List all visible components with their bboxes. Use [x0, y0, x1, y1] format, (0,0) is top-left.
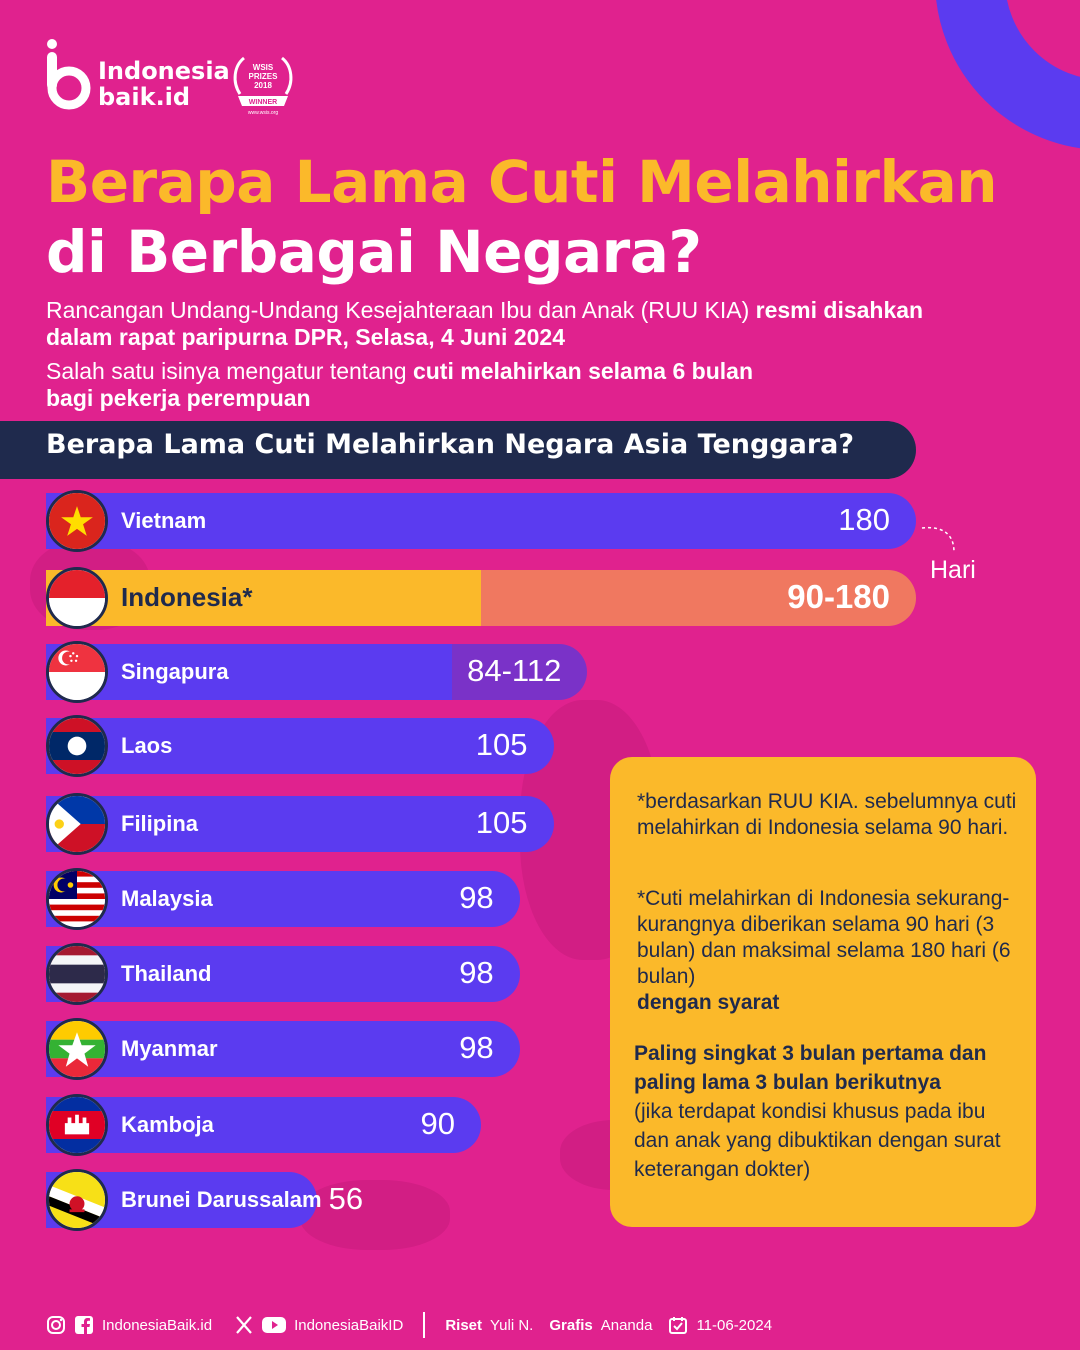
svg-text:PRIZES: PRIZES — [248, 72, 278, 81]
bar-value-label: 105 — [475, 805, 528, 840]
bar-value-label: 56 — [328, 1181, 364, 1216]
bar-value-label: 84-112 — [467, 653, 562, 688]
note-1: *berdasarkan RUU KIA. sebelumnya cuti melahirkan di Indonesia selama 90 hari. — [637, 790, 1017, 839]
svg-text:www.wsis.org: www.wsis.org — [247, 110, 279, 116]
note-box — [610, 757, 1036, 1227]
intro-paragraph-1: Rancangan Undang-Undang Kesejahteraan Ibu dan Anak (RUU KIA) resmi disahkan dalam rapat paripurna DPR, Selasa, 4 Juni 2024 — [46, 297, 924, 350]
unit-pointer-icon — [918, 522, 962, 556]
calendar-icon — [668, 1315, 688, 1335]
vietnam-flag-icon — [46, 490, 108, 552]
laos-flag-icon — [46, 715, 108, 777]
section-title: Berapa Lama Cuti Melahirkan Negara Asia Tenggara? — [46, 429, 855, 460]
bar-label: Brunei Darussalam — [121, 1187, 322, 1212]
publish-date: 11-06-2024 — [696, 1316, 773, 1334]
grafis-name: Ananda — [600, 1316, 653, 1334]
myanmar-flag-icon — [46, 1018, 108, 1080]
cambodia-flag-icon — [46, 1094, 108, 1156]
intro-paragraph-2: Salah satu isinya mengatur tentang cuti melahirkan selama 6 bulan bagi pekerja perempuan — [46, 358, 753, 411]
brunei-flag-icon — [46, 1169, 108, 1231]
social-handle-2[interactable]: IndonesiaBaikID — [294, 1316, 404, 1334]
bar-label: Laos — [121, 733, 173, 758]
social-handle-1[interactable]: IndonesiaBaik.id — [102, 1316, 213, 1334]
bar-value-label: 90 — [420, 1106, 455, 1141]
bar-label: Filipina — [121, 811, 198, 836]
brand-name: Indonesia baik.id — [98, 57, 230, 111]
bar-label: Indonesia* — [121, 582, 253, 612]
svg-text:WSIS: WSIS — [252, 63, 274, 72]
bar-cambodia — [46, 1097, 481, 1153]
wsis-winner-badge — [230, 52, 296, 116]
page-title-line2: di Berbagai Negara? — [46, 218, 702, 286]
note-3: Paling singkat 3 bulan pertama dan paling lama 3 bulan berikutnya (jika terdapat kondisi khusus pada ibu dan anak yang dibuktikan dengan surat keterangan dokter) — [634, 1042, 1001, 1181]
riset-label: Riset — [445, 1316, 482, 1334]
svg-text:WINNER: WINNER — [248, 99, 278, 106]
thailand-flag-icon — [46, 943, 108, 1005]
riset-name: Yuli N. — [490, 1316, 534, 1334]
footer-divider — [423, 1312, 425, 1338]
indonesia-flag-icon — [46, 567, 108, 629]
indonesiabaik-logo-icon — [44, 38, 92, 110]
philippines-flag-icon — [46, 793, 108, 855]
bar-malaysia — [46, 871, 520, 927]
bar-label: Kamboja — [121, 1112, 214, 1137]
youtube-icon[interactable] — [262, 1315, 286, 1335]
facebook-icon[interactable] — [74, 1315, 94, 1335]
bar-value-label: 98 — [459, 955, 494, 990]
singapore-flag-icon — [46, 641, 108, 703]
grafis-label: Grafis — [549, 1316, 593, 1334]
bar-myanmar — [46, 1021, 520, 1077]
bar-label: Thailand — [121, 961, 212, 986]
note-2: *Cuti melahirkan di Indonesia sekurang-kurangnya diberikan selama 90 hari (3 bulan) dan maksimal selama 180 hari (6 bulan) dengan syarat — [637, 887, 1011, 1014]
bar-value-label: 180 — [838, 502, 890, 537]
decorative-ring — [935, 0, 1080, 150]
bar-value-label: 98 — [459, 880, 494, 915]
bar-thailand — [46, 946, 520, 1002]
malaysia-flag-icon — [46, 868, 108, 930]
bar-value-label: 90-180 — [787, 578, 890, 615]
x-twitter-icon[interactable] — [234, 1315, 254, 1335]
unit-label: Hari — [930, 556, 976, 584]
bar-label: Singapura — [121, 659, 229, 684]
bar-label: Myanmar — [121, 1036, 218, 1061]
instagram-icon[interactable] — [46, 1315, 66, 1335]
footer — [46, 1312, 772, 1338]
svg-text:2018: 2018 — [254, 81, 272, 90]
bar-value-label: 105 — [475, 727, 528, 762]
map-shape — [300, 1180, 450, 1250]
page-title: Berapa Lama Cuti Melahirkan — [46, 148, 998, 216]
bar-label: Vietnam — [121, 508, 207, 533]
bar-label: Malaysia — [121, 886, 213, 911]
bar-value-label: 98 — [459, 1030, 494, 1065]
